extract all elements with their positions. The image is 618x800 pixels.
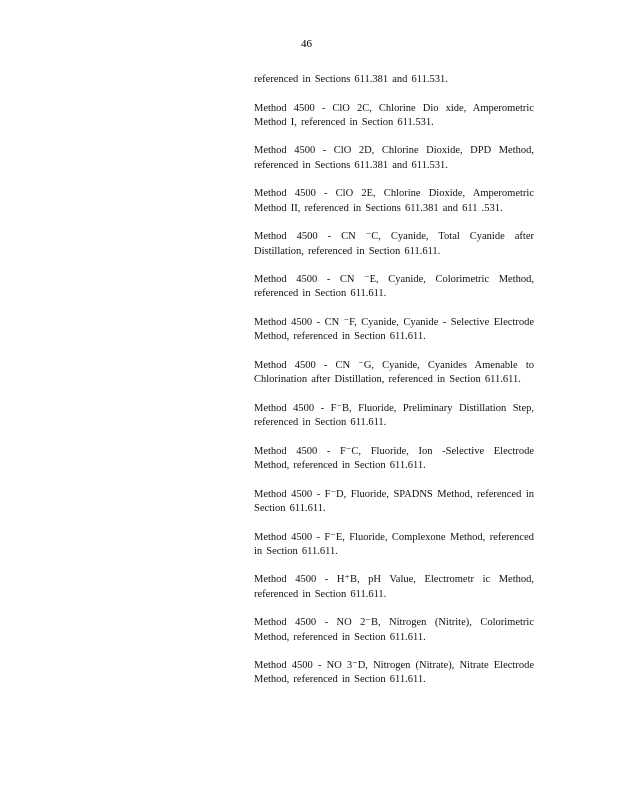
method-reference-entry: Method 4500 - ClO 2E, Chlorine Dioxide, Amperometric Method II, referenced in Sections 611.381 and 611 .531. [254,188,534,214]
method-reference-entry: Method 4500 - CN ⁻G, Cyanide, Cyanides Amenable to Chlorination after Distillation, referenced in Section 611.611. [254,359,534,386]
method-reference-entry: Method 4500 - H⁺B, pH Value, Electrometr ic Method, referenced in Section 611.611. [254,574,534,600]
method-reference-entry: referenced in Sections 611.381 and 611.531. [254,74,448,85]
method-reference-entry: Method 4500 - CN ⁻C, Cyanide, Total Cyanide after Distillation, referenced in Section 611.611. [254,231,534,257]
method-reference-entry: Method 4500 - F⁻D, Fluoride, SPADNS Method, referenced in Section 611.611. [254,488,534,514]
method-reference-entry: Method 4500 - CN ⁻F, Cyanide, Cyanide - Selective Electrode Method, referenced in Section 611.611. [254,317,534,343]
method-reference-entry: Method 4500 - F⁻B, Fluoride, Preliminary Distillation Step, referenced in Section 611.611. [254,402,534,429]
method-reference-entry: Method 4500 - ClO 2C, Chlorine Dio xide, Amperometric Method I, referenced in Section 611.531. [254,102,534,128]
method-reference-entry: Method 4500 - CN ⁻E, Cyanide, Colorimetric Method, referenced in Section 611.611. [254,274,534,300]
method-reference-entry: Method 4500 - NO 3⁻D, Nitrogen (Nitrate), Nitrate Electrode Method, referenced in Section 611.611. [254,660,534,686]
method-reference-entry: Method 4500 - ClO 2D, Chlorine Dioxide, DPD Method, referenced in Sections 611.381 and 611.531. [254,145,534,171]
page-number: 46 [301,38,312,50]
method-reference-entry: Method 4500 - F⁻C, Fluoride, Ion -Selective Electrode Method, referenced in Section 611.611. [254,445,534,472]
method-reference-entry: Method 4500 - F⁻E, Fluoride, Complexone Method, referenced in Section 611.611. [254,531,534,557]
method-reference-list [254,73,534,702]
method-reference-entry: Method 4500 - NO 2⁻B, Nitrogen (Nitrite), Colorimetric Method, referenced in Section 611.611. [254,617,534,643]
